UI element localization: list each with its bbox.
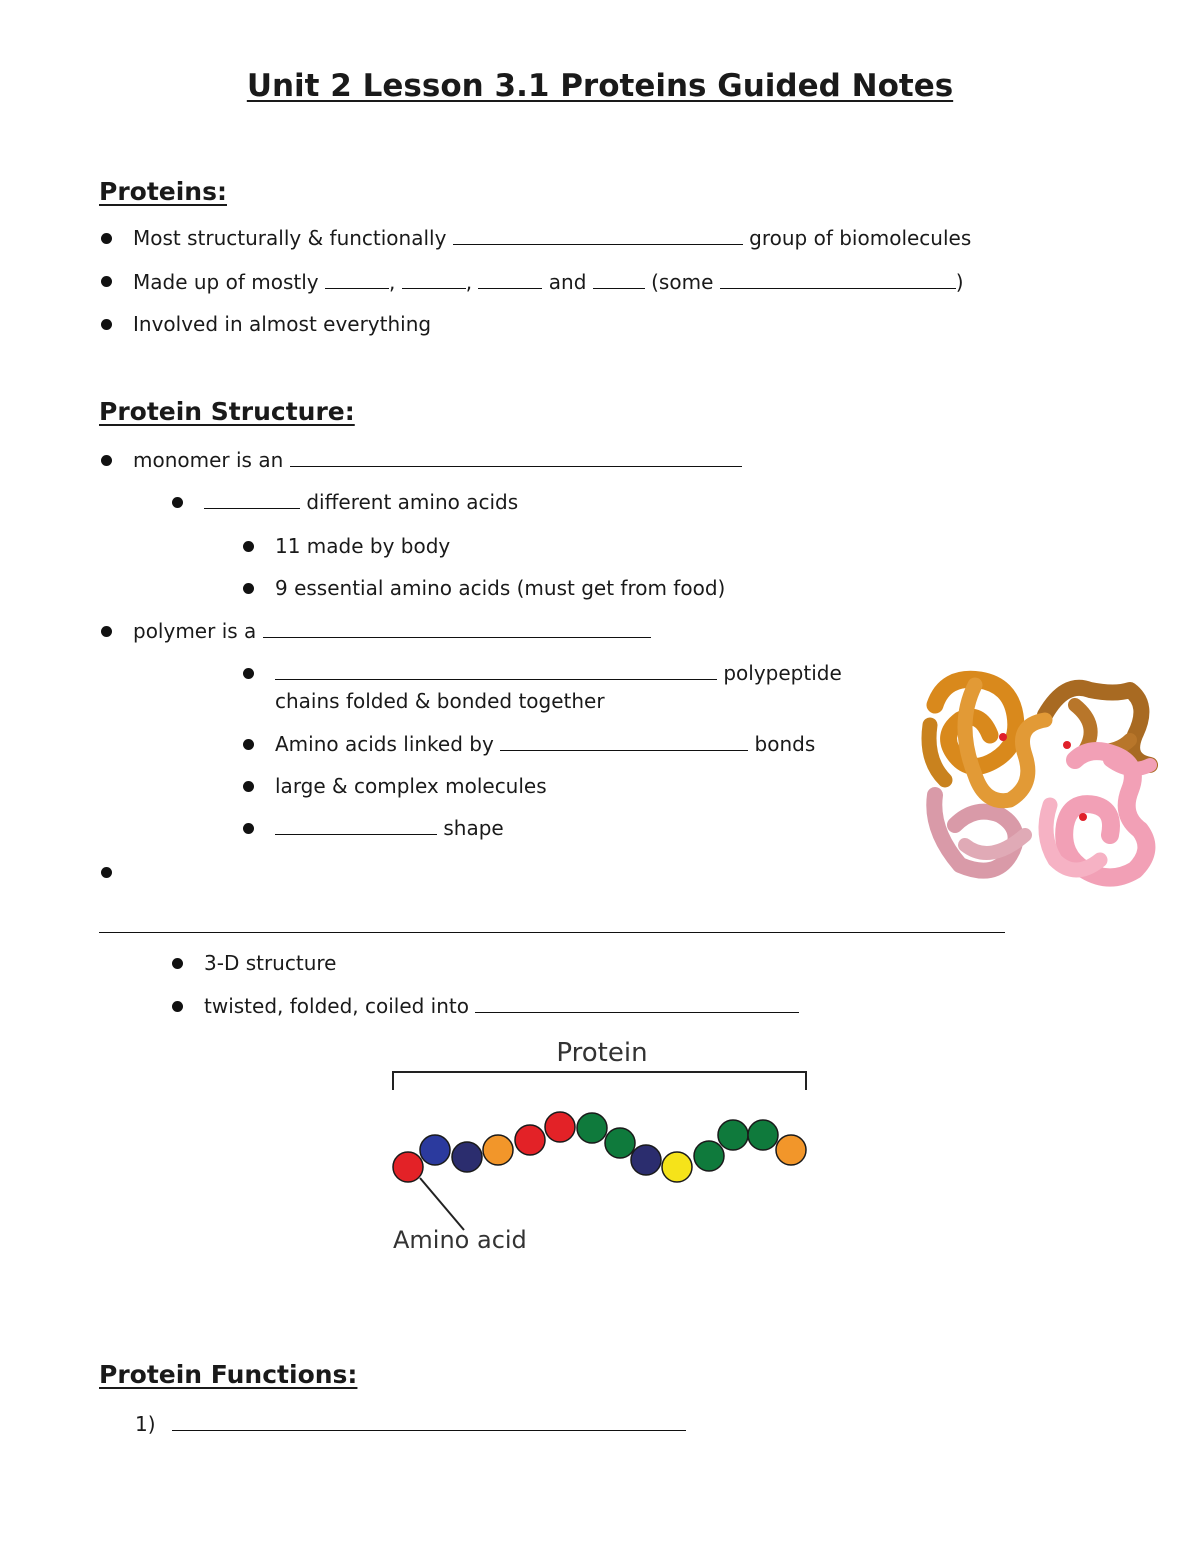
item-text: (some (651, 270, 714, 294)
answer-blank[interactable] (720, 270, 956, 289)
folded-protein-icon (915, 665, 1165, 890)
proteins-item-3: Involved in almost everything (133, 312, 432, 336)
answer-blank[interactable] (453, 226, 743, 245)
answer-blank[interactable] (275, 816, 437, 835)
item-text: group of biomolecules (749, 226, 972, 250)
item-text: shape (443, 816, 504, 840)
answer-blank[interactable] (478, 270, 542, 289)
polymer-item (133, 619, 651, 643)
amino-acid-bead (545, 1112, 575, 1142)
proteins-item-1 (133, 226, 971, 250)
item-text: polypeptide (723, 661, 842, 685)
amino-acid-bead (694, 1141, 724, 1171)
protein-label: Protein (556, 1038, 648, 1068)
item-text: polymer is a (133, 619, 257, 643)
three-d-item: 3-D structure (204, 951, 337, 975)
protein-chain-diagram (380, 1030, 820, 1260)
answer-blank[interactable] (172, 1412, 686, 1431)
answer-blank[interactable] (204, 490, 300, 509)
bullet (172, 497, 183, 508)
amino-acid-label: Amino acid (393, 1226, 527, 1254)
chains-text: chains folded & bonded together (275, 689, 605, 713)
item-text: Most structurally & functionally (133, 226, 447, 250)
function-item-1 (135, 1412, 686, 1436)
page-title: Unit 2 Lesson 3.1 Proteins Guided Notes (246, 68, 954, 104)
amino-acid-bead (605, 1128, 635, 1158)
bullet (101, 455, 112, 466)
proteins-heading: Proteins: (99, 177, 227, 206)
large-item: large & complex molecules (275, 774, 547, 798)
amino-acid-bead (776, 1135, 806, 1165)
amino-acid-bead (662, 1152, 692, 1182)
bullet (101, 626, 112, 637)
item-text: monomer is an (133, 448, 284, 472)
structure-heading: Protein Structure: (99, 397, 355, 426)
bullet (172, 1001, 183, 1012)
bead-chain (393, 1112, 806, 1182)
amino-acid-bead (483, 1135, 513, 1165)
item-text: Made up of mostly (133, 270, 319, 294)
answer-blank[interactable] (325, 270, 389, 289)
amino-acid-bead (718, 1120, 748, 1150)
bullet (243, 541, 254, 552)
answer-blank-long[interactable] (99, 932, 1005, 933)
comma: , (465, 270, 473, 294)
bullet (243, 668, 254, 679)
amino-acid-bead (515, 1125, 545, 1155)
bullet (243, 583, 254, 594)
made-by-body-item: 11 made by body (275, 534, 451, 558)
different-item (204, 490, 518, 514)
item-text: twisted, folded, coiled into (204, 994, 469, 1018)
item-text: Amino acids linked by (275, 732, 494, 756)
monomer-item (133, 448, 742, 472)
item-number: 1) (135, 1412, 156, 1436)
amino-acid-bead (393, 1152, 423, 1182)
shape-item (275, 816, 504, 840)
answer-blank[interactable] (402, 270, 466, 289)
amino-acid-bead (748, 1120, 778, 1150)
close-paren: ) (955, 270, 964, 294)
bullet (243, 739, 254, 750)
bullet (243, 781, 254, 792)
amino-acid-pointer (420, 1178, 464, 1230)
amino-acid-bead (577, 1113, 607, 1143)
answer-blank[interactable] (593, 270, 645, 289)
linked-item (275, 732, 815, 756)
functions-heading: Protein Functions: (99, 1360, 358, 1389)
proteins-item-2 (133, 270, 964, 294)
amino-acid-bead (420, 1135, 450, 1165)
bullet (172, 958, 183, 969)
item-text: and (548, 270, 587, 294)
bullet (101, 276, 112, 287)
answer-blank[interactable] (290, 448, 742, 467)
bullet (101, 233, 112, 244)
amino-acid-bead (631, 1145, 661, 1175)
item-text: bonds (754, 732, 816, 756)
essential-item: 9 essential amino acids (must get from food) (275, 576, 726, 600)
answer-blank[interactable] (263, 619, 651, 638)
bullet (243, 823, 254, 834)
bullet (101, 319, 112, 330)
bullet (101, 867, 112, 878)
comma: , (388, 270, 396, 294)
protein-bracket (393, 1072, 806, 1090)
amino-acid-bead (452, 1142, 482, 1172)
answer-blank[interactable] (475, 994, 799, 1013)
polypeptide-item (275, 661, 842, 685)
answer-blank[interactable] (500, 732, 748, 751)
answer-blank[interactable] (275, 661, 717, 680)
item-text: different amino acids (306, 490, 519, 514)
twisted-item (204, 994, 799, 1018)
